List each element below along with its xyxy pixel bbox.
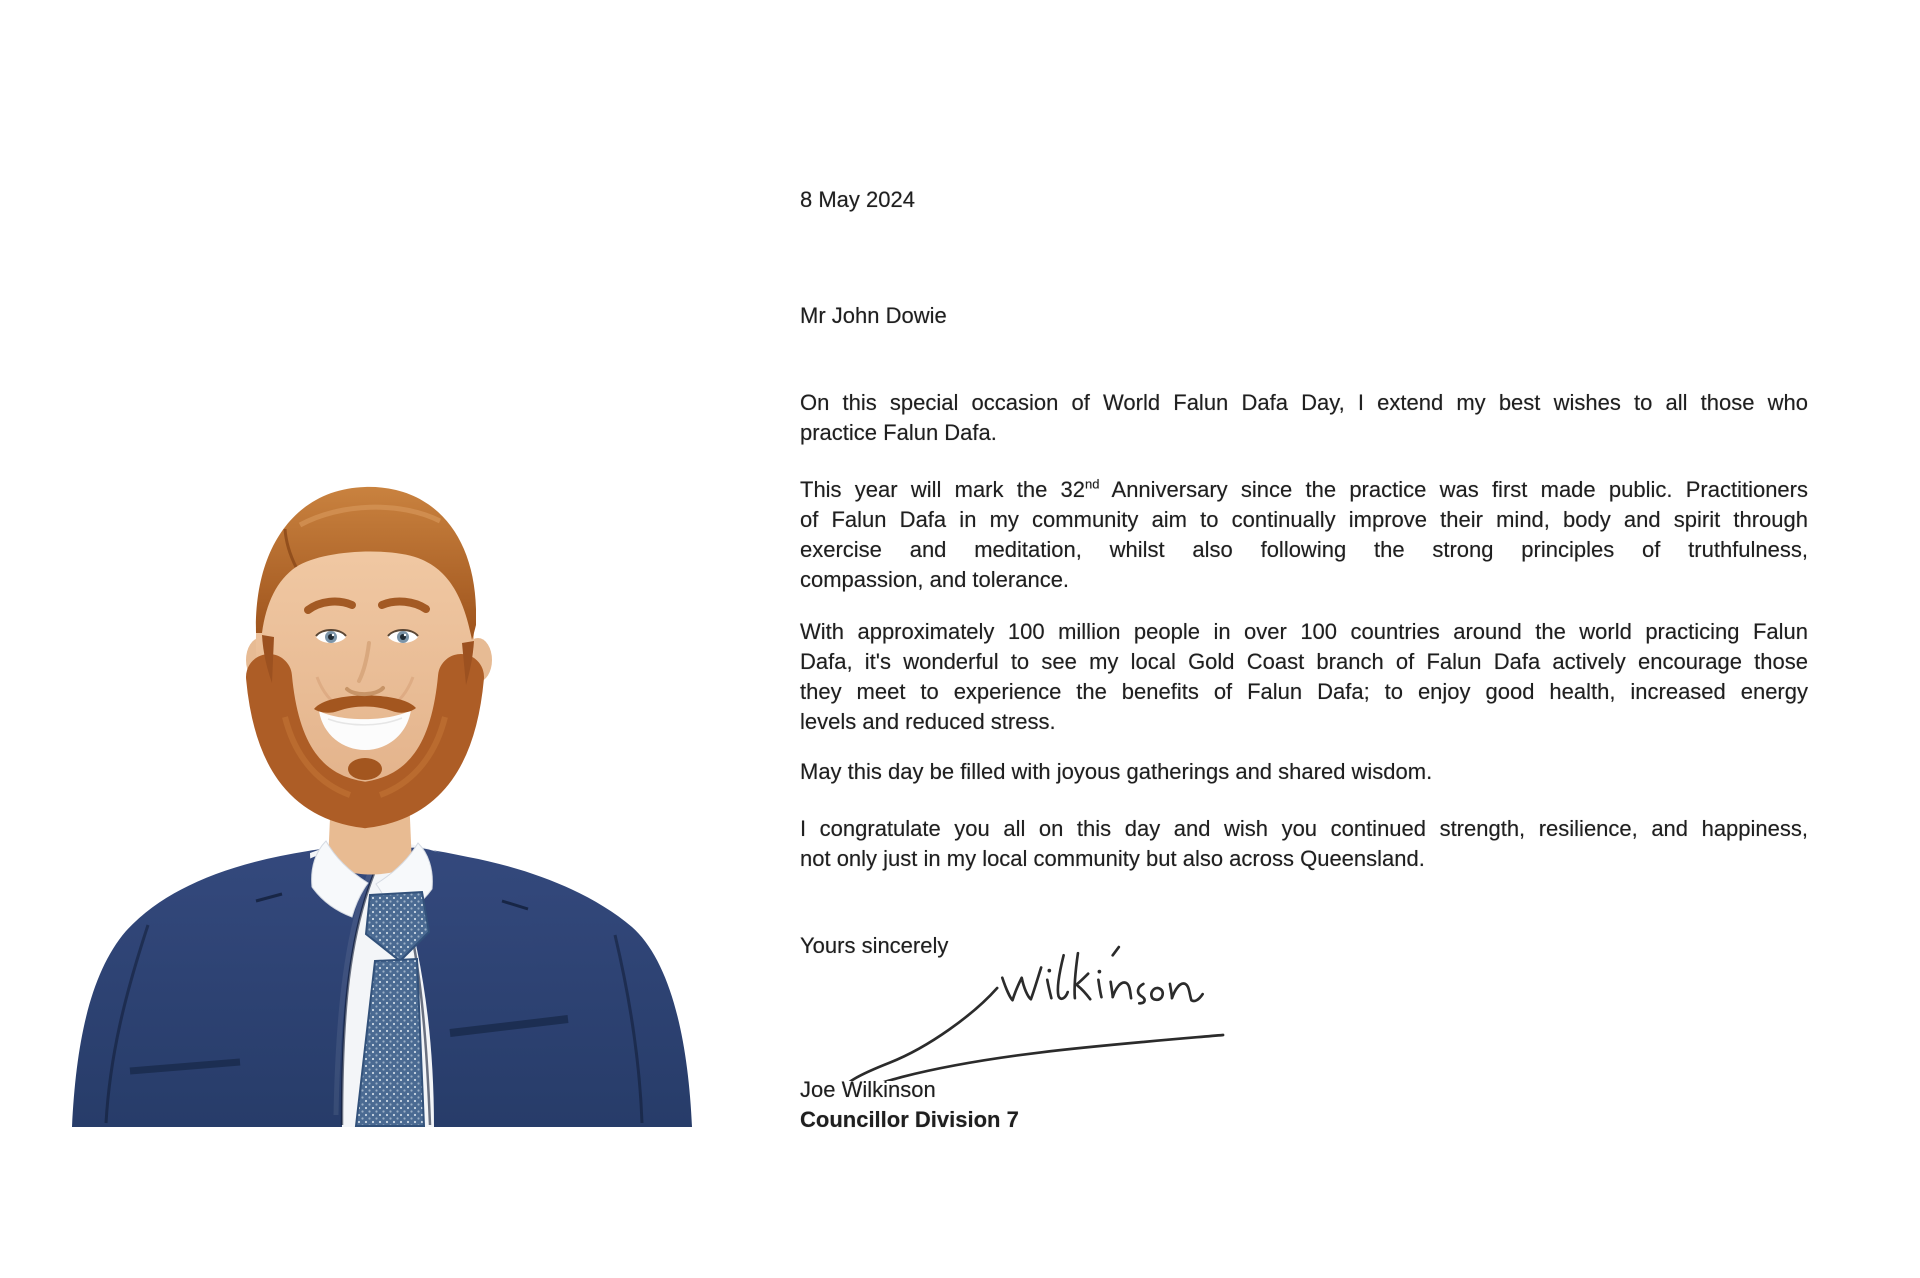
paragraph-5 (800, 814, 1808, 874)
paragraph-line: May this day be filled with joyous gatherings and shared wisdom. (800, 759, 1433, 784)
paragraph-line: I congratulate you all on this day and wish you continued strength, resilience, and happiness, (800, 816, 1808, 841)
paragraph-line: Dafa, it's wonderful to see my local Gold Coast branch of Falun Dafa actively encourage those (800, 649, 1808, 674)
paragraph-1 (800, 388, 1808, 448)
sender-title: Councillor Division 7 (800, 1107, 1019, 1132)
letter-closing: Yours sincerely (800, 933, 949, 958)
handwritten-signature (830, 943, 1240, 1081)
paragraph-line: practice Falun Dafa. (800, 420, 997, 445)
paragraph-3 (800, 617, 1808, 737)
paragraph-line: not only just in my local community but also across Queensland. (800, 846, 1425, 871)
paragraph-4 (800, 757, 1808, 787)
text-run: Anniversary since the practice was first made public. Practitioners (1099, 477, 1808, 502)
paragraph-line: exercise and meditation, whilst also following the strong principles of truthfulness, (800, 537, 1808, 562)
sender-name: Joe Wilkinson (800, 1077, 936, 1102)
paragraph-line: On this special occasion of World Falun Dafa Day, I extend my best wishes to all those who (800, 390, 1808, 415)
letter-date: 8 May 2024 (800, 187, 915, 212)
paragraph-line: With approximately 100 million people in over 100 countries around the world practicing Falun (800, 619, 1808, 644)
paragraph-line: of Falun Dafa in my community aim to continually improve their mind, body and spirit through (800, 507, 1808, 532)
portrait-photo (70, 455, 695, 1127)
paragraph-line (800, 475, 1808, 505)
paragraph-line: they meet to experience the benefits of Falun Dafa; to enjoy good health, increased energy (800, 679, 1808, 704)
letter-recipient: Mr John Dowie (800, 303, 947, 328)
ordinal-superscript: nd (1085, 476, 1100, 492)
text-run: This year will mark the 32 (800, 477, 1086, 502)
paragraph-line: levels and reduced stress. (800, 709, 1056, 734)
letter-body (800, 185, 1808, 1135)
paragraph-line: compassion, and tolerance. (800, 567, 1070, 592)
paragraph-2 (800, 475, 1808, 595)
